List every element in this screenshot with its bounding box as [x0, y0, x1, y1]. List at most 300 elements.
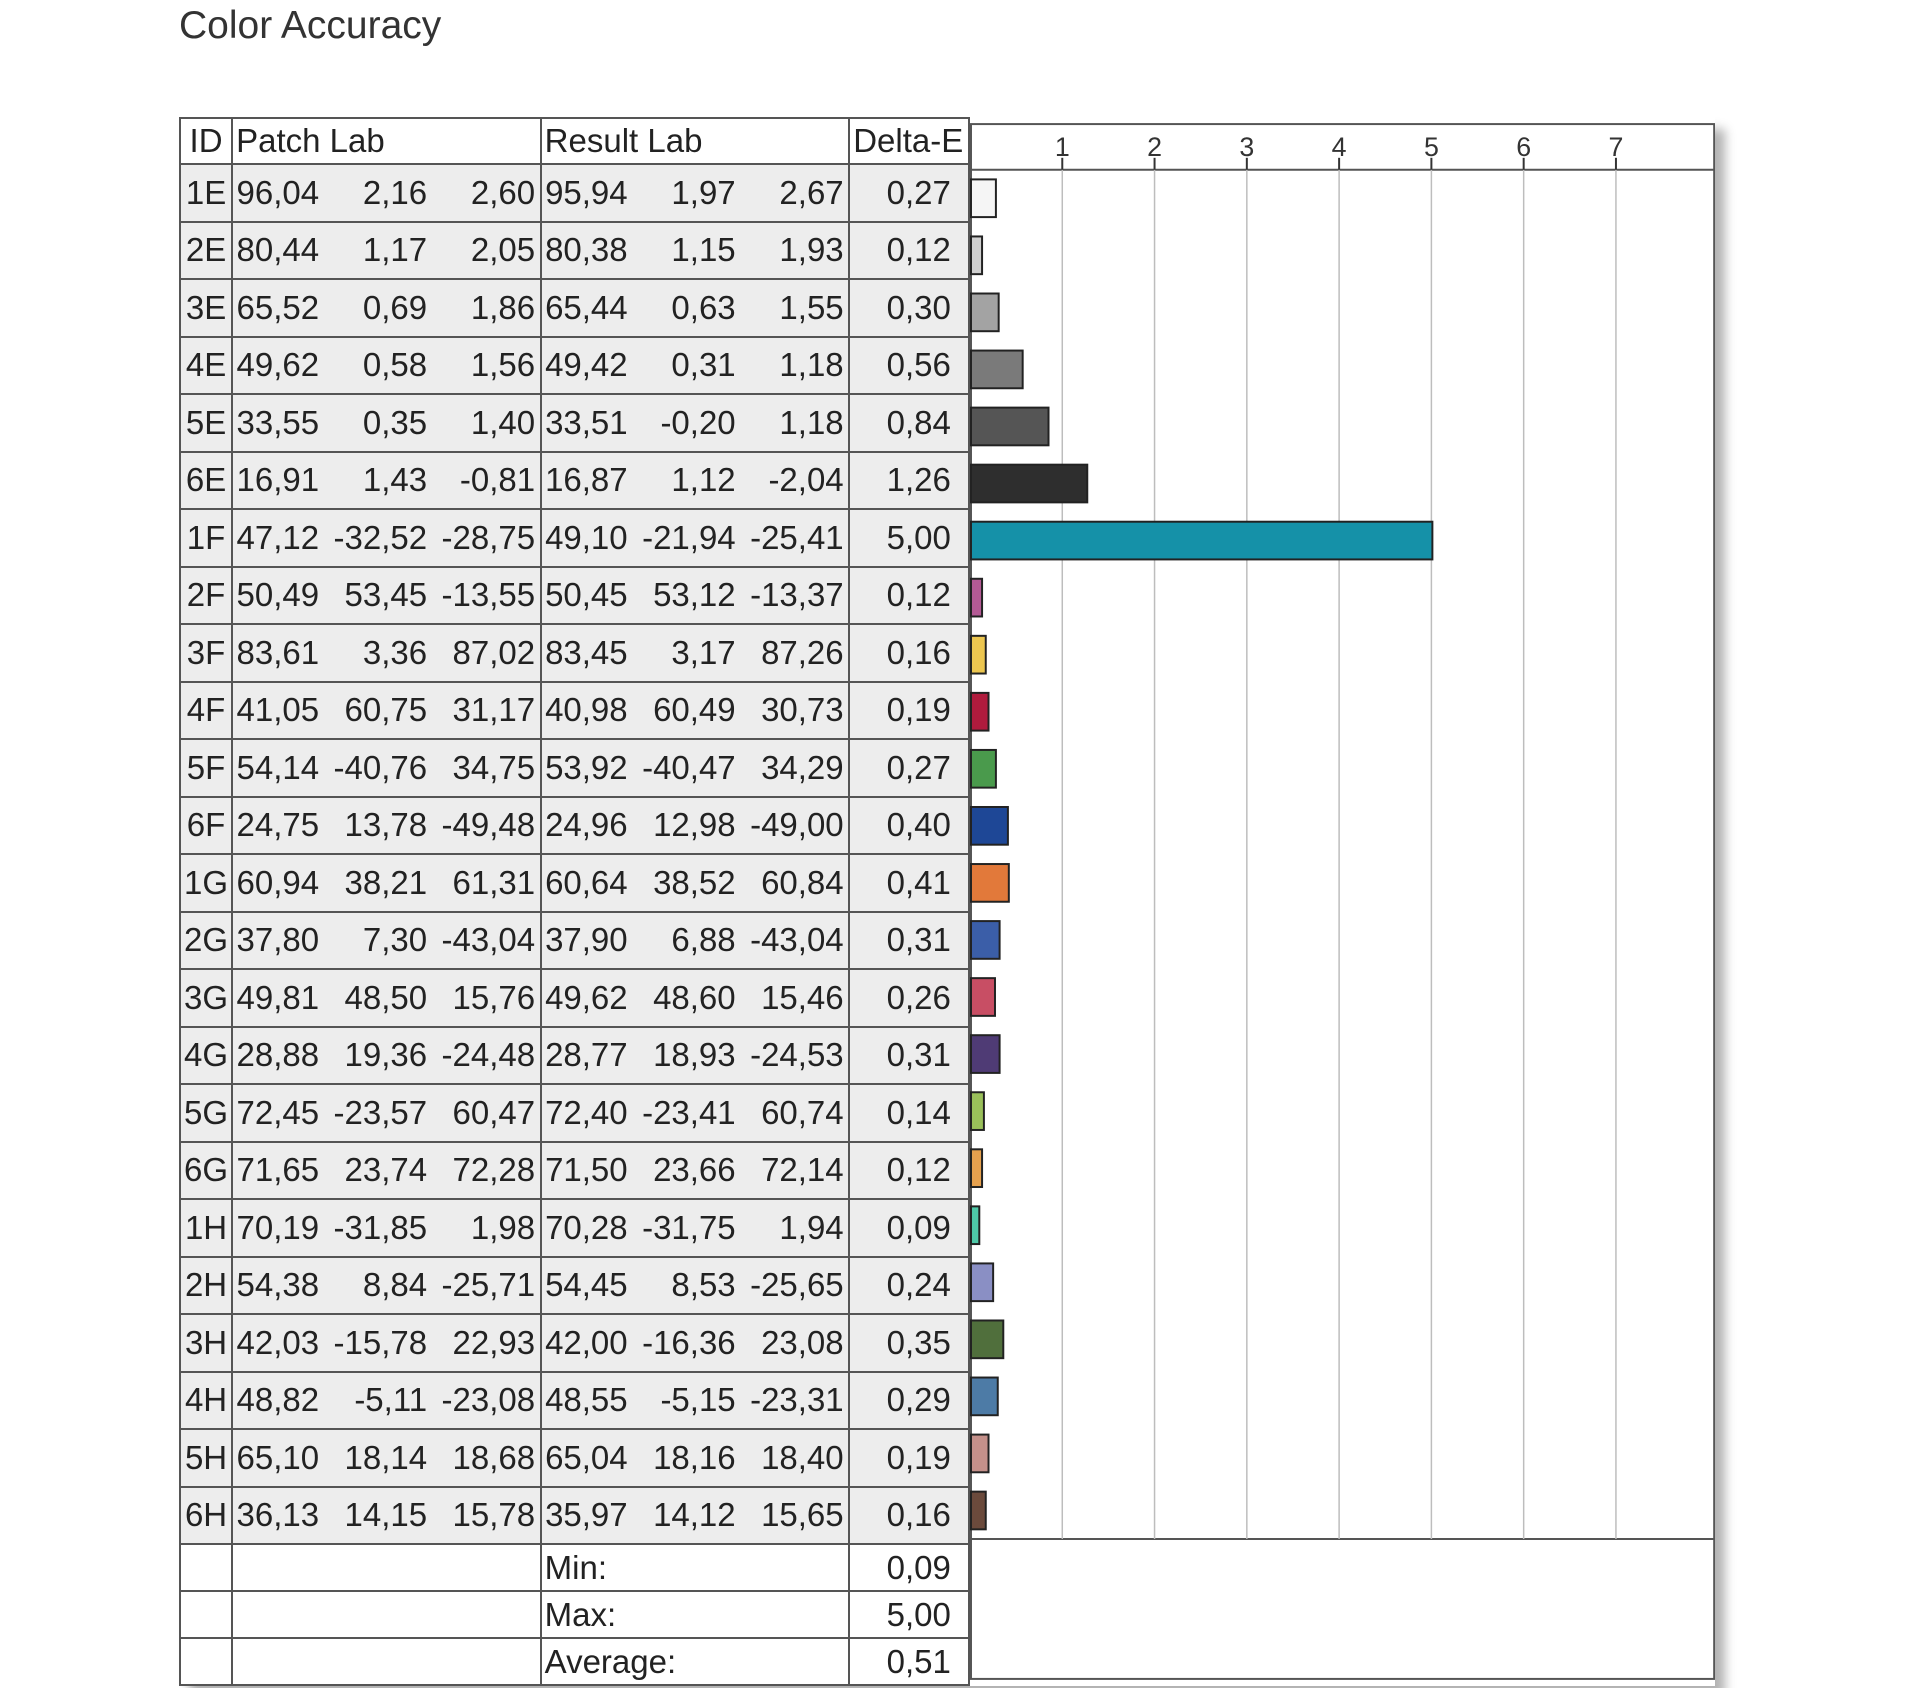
- patch-b-value: 87,02: [452, 633, 536, 671]
- result-l-value: 35,97: [545, 1496, 628, 1534]
- bar-4F: [971, 693, 989, 731]
- summary-value: 0,09: [849, 1544, 969, 1591]
- result-a-value: 1,15: [671, 231, 736, 269]
- x-tick-label: 5: [1423, 131, 1439, 162]
- result-b-value: -24,53: [750, 1036, 844, 1074]
- row-id: 5F: [180, 739, 232, 797]
- row-id: 1H: [180, 1199, 232, 1257]
- result-lab-cell: [541, 797, 850, 855]
- patch-l-value: 16,91: [236, 461, 320, 499]
- patch-b-value: 1,86: [470, 288, 536, 326]
- patch-b-value: 60,47: [452, 1093, 536, 1131]
- bar-4H: [971, 1378, 998, 1416]
- patch-lab-column-header: Patch Lab: [232, 118, 541, 164]
- x-tick-label: 2: [1146, 131, 1162, 162]
- summary-label: Max:: [541, 1591, 850, 1638]
- patch-l-value: 48,82: [236, 1381, 320, 1419]
- patch-b-value: 2,60: [470, 173, 536, 211]
- result-b-value: 15,46: [761, 978, 844, 1016]
- patch-a-value: 53,45: [344, 576, 428, 614]
- bar-6E: [971, 465, 1087, 503]
- table-row: [180, 912, 969, 970]
- patch-lab-cell: [232, 1314, 541, 1372]
- patch-l-value: 70,19: [236, 1208, 320, 1246]
- table-row: [180, 1372, 969, 1430]
- patch-b-value: 15,76: [452, 978, 536, 1016]
- patch-b-value: 15,78: [452, 1496, 536, 1534]
- result-lab-cell: [541, 1429, 850, 1487]
- row-id: 1G: [180, 854, 232, 912]
- patch-a-value: -31,85: [333, 1208, 428, 1246]
- delta-e-value: 0,16: [849, 1487, 969, 1545]
- result-lab-cell: [541, 567, 850, 625]
- result-l-value: 49,62: [545, 978, 628, 1016]
- result-lab-cell: [541, 854, 850, 912]
- patch-lab-cell: [232, 739, 541, 797]
- x-tick-label: 7: [1608, 131, 1624, 162]
- result-b-value: 1,94: [779, 1208, 844, 1246]
- bar-3E: [971, 294, 999, 332]
- delta-e-value: 5,00: [849, 509, 969, 567]
- table-row: [180, 1257, 969, 1315]
- result-lab-cell: [541, 452, 850, 510]
- table-row: [180, 567, 969, 625]
- patch-lab-cell: [232, 1084, 541, 1142]
- row-id: 2F: [180, 567, 232, 625]
- patch-a-value: -5,11: [354, 1381, 428, 1419]
- delta-e-value: 0,19: [849, 682, 969, 740]
- table-row: [180, 1429, 969, 1487]
- patch-lab-cell: [232, 337, 541, 395]
- result-lab-cell: [541, 1314, 850, 1372]
- result-l-value: 42,00: [545, 1323, 628, 1361]
- patch-a-value: 0,58: [362, 346, 428, 384]
- table-row: [180, 969, 969, 1027]
- result-lab-column-header: Result Lab: [541, 118, 850, 164]
- row-id: 6E: [180, 452, 232, 510]
- id-column-header: ID: [180, 118, 232, 164]
- table-row: [180, 797, 969, 855]
- result-b-value: 1,18: [779, 346, 844, 384]
- result-l-value: 40,98: [545, 691, 628, 729]
- chart-frame: [971, 124, 1714, 1679]
- bar-1F: [971, 522, 1432, 560]
- result-b-value: -23,31: [750, 1381, 844, 1419]
- patch-b-value: 34,75: [452, 748, 536, 786]
- chart-title: Color Accuracy: [179, 4, 442, 47]
- bar-3G: [971, 978, 995, 1016]
- delta-e-value: 0,30: [849, 279, 969, 337]
- patch-a-value: 2,16: [362, 173, 428, 211]
- result-lab-cell: [541, 912, 850, 970]
- row-id: 3E: [180, 279, 232, 337]
- result-a-value: 18,16: [653, 1438, 736, 1476]
- table-row: [180, 624, 969, 682]
- result-a-value: -21,94: [642, 518, 736, 556]
- result-a-value: 3,17: [671, 633, 736, 671]
- result-lab-cell: [541, 222, 850, 280]
- table-row: [180, 1199, 969, 1257]
- result-l-value: 71,50: [545, 1151, 628, 1189]
- result-b-value: -25,65: [750, 1266, 844, 1304]
- patch-a-value: 8,84: [362, 1266, 428, 1304]
- delta-e-value: 0,14: [849, 1084, 969, 1142]
- summary-label: Min:: [541, 1544, 850, 1591]
- patch-b-value: -28,75: [441, 518, 536, 556]
- patch-lab-cell: [232, 279, 541, 337]
- delta-e-value: 1,26: [849, 452, 969, 510]
- delta-e-column-header: Delta-E: [849, 118, 969, 164]
- result-b-value: 34,29: [761, 748, 844, 786]
- result-a-value: -40,47: [642, 748, 736, 786]
- patch-l-value: 72,45: [236, 1093, 320, 1131]
- patch-a-value: 1,17: [362, 231, 428, 269]
- patch-lab-cell: [232, 394, 541, 452]
- bar-2H: [971, 1263, 993, 1301]
- result-b-value: 2,67: [779, 173, 844, 211]
- row-id: 4F: [180, 682, 232, 740]
- result-lab-cell: [541, 1142, 850, 1200]
- result-b-value: -43,04: [750, 921, 844, 959]
- table-row: [180, 1314, 969, 1372]
- result-a-value: 60,49: [653, 691, 736, 729]
- result-lab-cell: [541, 1487, 850, 1545]
- delta-e-bar-chart: [970, 117, 1715, 1686]
- patch-a-value: 18,14: [344, 1438, 428, 1476]
- delta-e-value: 0,35: [849, 1314, 969, 1372]
- bar-2E: [971, 236, 982, 274]
- result-a-value: -23,41: [642, 1093, 736, 1131]
- result-l-value: 48,55: [545, 1381, 628, 1419]
- summary-value: 0,51: [849, 1638, 969, 1685]
- bar-4G: [971, 1035, 1000, 1073]
- patch-b-value: -0,81: [459, 461, 536, 499]
- patch-lab-cell: [232, 567, 541, 625]
- result-a-value: 8,53: [671, 1266, 736, 1304]
- result-a-value: -16,36: [642, 1323, 736, 1361]
- summary-row-min: [180, 1544, 969, 1591]
- row-id: 4H: [180, 1372, 232, 1430]
- patch-l-value: 33,55: [236, 403, 320, 441]
- result-a-value: 48,60: [653, 978, 736, 1016]
- patch-b-value: 2,05: [470, 231, 536, 269]
- patch-b-value: -23,08: [441, 1381, 536, 1419]
- empty-cell: [232, 1638, 541, 1685]
- patch-a-value: 19,36: [344, 1036, 428, 1074]
- result-lab-cell: [541, 624, 850, 682]
- delta-e-value: 0,12: [849, 222, 969, 280]
- patch-lab-cell: [232, 509, 541, 567]
- bar-5F: [971, 750, 996, 788]
- table-row: [180, 854, 969, 912]
- patch-a-value: -23,57: [333, 1093, 428, 1131]
- patch-a-value: 7,30: [362, 921, 428, 959]
- delta-e-value: 0,27: [849, 164, 969, 222]
- patch-lab-cell: [232, 1257, 541, 1315]
- bar-1E: [971, 179, 996, 217]
- patch-lab-cell: [232, 969, 541, 1027]
- results-table: [179, 117, 970, 1686]
- result-l-value: 16,87: [545, 461, 628, 499]
- delta-e-value: 0,12: [849, 567, 969, 625]
- result-a-value: 14,12: [653, 1496, 736, 1534]
- x-tick-label: 3: [1239, 131, 1255, 162]
- result-b-value: 72,14: [761, 1151, 844, 1189]
- color-accuracy-report: [179, 117, 1715, 1686]
- delta-e-value: 0,29: [849, 1372, 969, 1430]
- table-row: [180, 279, 969, 337]
- result-l-value: 53,92: [545, 748, 628, 786]
- x-tick-label: 1: [1054, 131, 1070, 162]
- bar-5G: [971, 1092, 984, 1130]
- result-l-value: 70,28: [545, 1208, 628, 1246]
- result-l-value: 33,51: [545, 403, 628, 441]
- result-b-value: 87,26: [761, 633, 844, 671]
- result-b-value: 1,55: [779, 288, 844, 326]
- result-b-value: -13,37: [750, 576, 844, 614]
- result-a-value: 23,66: [653, 1151, 736, 1189]
- result-lab-cell: [541, 337, 850, 395]
- patch-a-value: 14,15: [344, 1496, 428, 1534]
- result-l-value: 28,77: [545, 1036, 628, 1074]
- result-b-value: -2,04: [768, 461, 844, 499]
- row-id: 6H: [180, 1487, 232, 1545]
- result-b-value: 15,65: [761, 1496, 844, 1534]
- delta-e-value: 0,56: [849, 337, 969, 395]
- x-tick-label: 6: [1516, 131, 1531, 162]
- bar-4E: [971, 351, 1023, 389]
- result-l-value: 37,90: [545, 921, 628, 959]
- patch-lab-cell: [232, 164, 541, 222]
- delta-e-value: 0,16: [849, 624, 969, 682]
- result-l-value: 50,45: [545, 576, 628, 614]
- patch-lab-cell: [232, 1429, 541, 1487]
- patch-lab-cell: [232, 1199, 541, 1257]
- result-lab-cell: [541, 509, 850, 567]
- patch-lab-cell: [232, 682, 541, 740]
- patch-lab-cell: [232, 1487, 541, 1545]
- summary-value: 5,00: [849, 1591, 969, 1638]
- row-id: 1E: [180, 164, 232, 222]
- result-l-value: 49,10: [545, 518, 628, 556]
- patch-l-value: 54,14: [236, 748, 320, 786]
- patch-a-value: -32,52: [333, 518, 428, 556]
- patch-l-value: 96,04: [236, 173, 320, 211]
- delta-e-value: 0,84: [849, 394, 969, 452]
- result-b-value: 1,18: [779, 403, 844, 441]
- result-l-value: 83,45: [545, 633, 628, 671]
- result-a-value: 53,12: [653, 576, 736, 614]
- patch-lab-cell: [232, 1027, 541, 1085]
- table-row: [180, 1142, 969, 1200]
- bar-3H: [971, 1320, 1003, 1358]
- result-a-value: -0,20: [660, 403, 736, 441]
- result-lab-cell: [541, 1372, 850, 1430]
- patch-l-value: 49,62: [236, 346, 320, 384]
- patch-l-value: 71,65: [236, 1151, 320, 1189]
- table-row: [180, 739, 969, 797]
- result-a-value: 12,98: [653, 806, 736, 844]
- result-a-value: -31,75: [642, 1208, 736, 1246]
- result-b-value: -49,00: [750, 806, 844, 844]
- result-lab-cell: [541, 1257, 850, 1315]
- patch-l-value: 50,49: [236, 576, 320, 614]
- patch-l-value: 47,12: [236, 518, 320, 556]
- result-l-value: 72,40: [545, 1093, 628, 1131]
- bar-5E: [971, 408, 1049, 446]
- row-id: 5G: [180, 1084, 232, 1142]
- table-header-row: [180, 118, 969, 164]
- table-row: [180, 1027, 969, 1085]
- result-a-value: 6,88: [671, 921, 736, 959]
- bar-5H: [971, 1435, 989, 1473]
- result-a-value: 0,63: [671, 288, 736, 326]
- patch-l-value: 54,38: [236, 1266, 320, 1304]
- bar-1H: [971, 1206, 979, 1244]
- patch-a-value: 3,36: [362, 633, 428, 671]
- patch-b-value: 18,68: [452, 1438, 536, 1476]
- patch-b-value: 72,28: [452, 1151, 536, 1189]
- result-a-value: 18,93: [653, 1036, 736, 1074]
- table-row: [180, 452, 969, 510]
- row-id: 1F: [180, 509, 232, 567]
- patch-a-value: -40,76: [333, 748, 428, 786]
- result-lab-cell: [541, 1027, 850, 1085]
- patch-l-value: 49,81: [236, 978, 320, 1016]
- patch-l-value: 41,05: [236, 691, 320, 729]
- table-row: [180, 222, 969, 280]
- patch-lab-cell: [232, 854, 541, 912]
- patch-l-value: 28,88: [236, 1036, 320, 1074]
- patch-lab-cell: [232, 1142, 541, 1200]
- patch-b-value: 1,56: [470, 346, 536, 384]
- patch-b-value: 31,17: [452, 691, 536, 729]
- result-b-value: 23,08: [761, 1323, 844, 1361]
- delta-e-value: 0,31: [849, 1027, 969, 1085]
- result-a-value: -5,15: [660, 1381, 736, 1419]
- summary-row-max: [180, 1591, 969, 1638]
- result-b-value: -25,41: [750, 518, 844, 556]
- patch-lab-cell: [232, 912, 541, 970]
- result-b-value: 30,73: [761, 691, 844, 729]
- patch-b-value: -13,55: [441, 576, 536, 614]
- row-id: 3H: [180, 1314, 232, 1372]
- result-lab-cell: [541, 969, 850, 1027]
- result-l-value: 65,04: [545, 1438, 628, 1476]
- result-l-value: 65,44: [545, 288, 628, 326]
- patch-a-value: 0,69: [362, 288, 428, 326]
- table-row: [180, 164, 969, 222]
- delta-e-value: 0,12: [849, 1142, 969, 1200]
- row-id: 2E: [180, 222, 232, 280]
- result-lab-cell: [541, 1199, 850, 1257]
- result-b-value: 18,40: [761, 1438, 844, 1476]
- bar-6H: [971, 1492, 986, 1530]
- result-lab-cell: [541, 739, 850, 797]
- bar-1G: [971, 864, 1009, 902]
- patch-l-value: 65,10: [236, 1438, 320, 1476]
- empty-cell: [232, 1591, 541, 1638]
- empty-cell: [180, 1638, 232, 1685]
- result-l-value: 60,64: [545, 863, 628, 901]
- delta-e-value: 0,40: [849, 797, 969, 855]
- result-a-value: 0,31: [671, 346, 736, 384]
- delta-e-value: 0,24: [849, 1257, 969, 1315]
- result-l-value: 54,45: [545, 1266, 628, 1304]
- table-row: [180, 509, 969, 567]
- summary-label: Average:: [541, 1638, 850, 1685]
- table-row: [180, 682, 969, 740]
- result-l-value: 95,94: [545, 173, 628, 211]
- bar-6F: [971, 807, 1008, 845]
- table-row: [180, 394, 969, 452]
- result-lab-cell: [541, 164, 850, 222]
- empty-cell: [180, 1544, 232, 1591]
- delta-e-value: 0,26: [849, 969, 969, 1027]
- patch-b-value: 1,98: [470, 1208, 536, 1246]
- patch-a-value: 1,43: [362, 461, 428, 499]
- result-l-value: 24,96: [545, 806, 628, 844]
- patch-lab-cell: [232, 624, 541, 682]
- patch-lab-cell: [232, 797, 541, 855]
- bar-2G: [971, 921, 1000, 959]
- row-id: 4G: [180, 1027, 232, 1085]
- result-a-value: 1,12: [671, 461, 736, 499]
- delta-e-value: 0,19: [849, 1429, 969, 1487]
- patch-a-value: 60,75: [344, 691, 428, 729]
- patch-b-value: -24,48: [441, 1036, 536, 1074]
- patch-a-value: 23,74: [344, 1151, 428, 1189]
- patch-a-value: 0,35: [362, 403, 428, 441]
- result-l-value: 80,38: [545, 231, 628, 269]
- empty-cell: [180, 1591, 232, 1638]
- delta-e-value: 0,27: [849, 739, 969, 797]
- patch-a-value: 48,50: [344, 978, 428, 1016]
- patch-b-value: -49,48: [441, 806, 536, 844]
- patch-lab-cell: [232, 222, 541, 280]
- patch-l-value: 42,03: [236, 1323, 320, 1361]
- result-a-value: 38,52: [653, 863, 736, 901]
- row-id: 2G: [180, 912, 232, 970]
- result-a-value: 1,97: [671, 173, 736, 211]
- bar-2F: [971, 579, 982, 617]
- table-row: [180, 337, 969, 395]
- result-lab-cell: [541, 279, 850, 337]
- patch-b-value: 61,31: [452, 863, 536, 901]
- bar-3F: [971, 636, 986, 674]
- patch-l-value: 80,44: [236, 231, 320, 269]
- patch-a-value: 13,78: [344, 806, 428, 844]
- result-lab-cell: [541, 1084, 850, 1142]
- summary-row-average: [180, 1638, 969, 1685]
- row-id: 4E: [180, 337, 232, 395]
- result-b-value: 60,74: [761, 1093, 844, 1131]
- patch-b-value: -25,71: [441, 1266, 536, 1304]
- patch-b-value: 22,93: [452, 1323, 536, 1361]
- table-row: [180, 1084, 969, 1142]
- patch-l-value: 60,94: [236, 863, 320, 901]
- row-id: 6G: [180, 1142, 232, 1200]
- result-lab-cell: [541, 394, 850, 452]
- row-id: 3F: [180, 624, 232, 682]
- patch-l-value: 24,75: [236, 806, 320, 844]
- delta-e-value: 0,09: [849, 1199, 969, 1257]
- delta-e-value: 0,41: [849, 854, 969, 912]
- patch-a-value: 38,21: [344, 863, 428, 901]
- patch-l-value: 37,80: [236, 921, 320, 959]
- row-id: 6F: [180, 797, 232, 855]
- bar-6G: [971, 1149, 982, 1187]
